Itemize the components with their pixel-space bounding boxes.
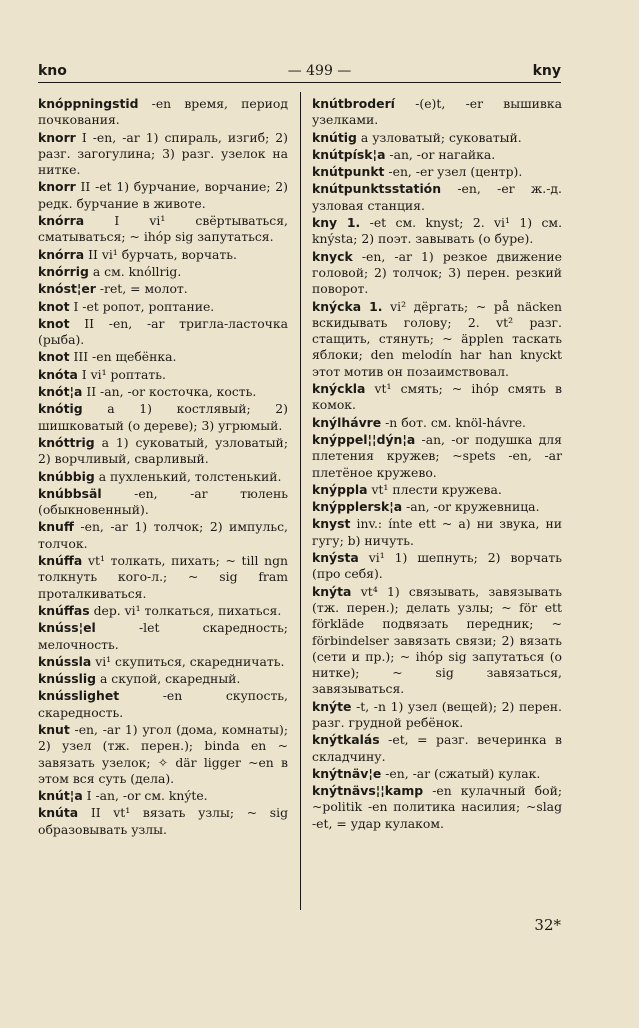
dictionary-entry (38, 213, 288, 246)
entry-definition: a 1) костлявый; 2) шишковатый (о дереве); 3) угрюмый. (38, 401, 288, 433)
entry-headword: knýsta (312, 550, 359, 566)
entry-definition: vt⁴ 1) связывать, завязывать (тж. перен.); делать узлы; ~ för ett förkläde подвязать передник; ~ förbindelser завязать связи; 2) вязать (сети и пр.); ~ ihóp sig запутаться (о нитке); ~ sig завязаться, завязываться. (312, 583, 562, 697)
entry-headword: knóttrig (38, 434, 95, 450)
left-column (38, 96, 288, 839)
dictionary-entry (38, 281, 288, 297)
header-rule (38, 82, 561, 83)
entry-definition: -(e)t, -er вышивка узелками. (312, 96, 562, 128)
dictionary-entry (38, 671, 288, 687)
entry-definition: a пухленький, толстенький. (94, 468, 282, 484)
entry-headword: knýcka 1. (312, 298, 383, 314)
entry-definition: I vi¹ роптать. (77, 366, 166, 382)
entry-headword: knóta (38, 366, 78, 382)
dictionary-entry (38, 264, 288, 280)
entry-definition: I -an, -or см. knýte. (82, 788, 208, 804)
entry-headword: knúffas (38, 602, 90, 618)
entry-headword: knýte (312, 698, 352, 714)
dictionary-entry (312, 516, 562, 549)
dictionary-entry (312, 732, 562, 765)
dictionary-entry (312, 415, 562, 431)
entry-headword: knórra (38, 246, 85, 262)
entry-definition: II -en, -ar тригла-ласточка (рыба). (38, 315, 288, 348)
entry-definition: -en, -ar 1) толчок; 2) импульс, толчок. (38, 519, 288, 551)
right-column (312, 96, 562, 833)
entry-headword: knútpunktsstatión (312, 181, 442, 197)
entry-definition: -an, -or кружевница. (402, 499, 540, 515)
dictionary-entry (312, 130, 562, 146)
dictionary-entry (38, 620, 288, 653)
entry-definition: -t, -n 1) узел (вещей); 2) перен. разг. грудной ребёнок. (312, 698, 562, 730)
entry-definition: vt¹ смять; ~ ihóp смять в комок. (312, 381, 562, 413)
page-number: — 499 — (287, 63, 352, 79)
dictionary-entry (312, 299, 562, 380)
entry-definition: vi¹ скупиться, скаредничать. (91, 653, 285, 669)
signature-mark: 32* (534, 916, 561, 934)
entry-headword: knýta (312, 583, 352, 599)
dictionary-entry (312, 381, 562, 414)
dictionary-entry (312, 147, 562, 163)
entry-headword: knóppningstid (38, 96, 139, 111)
dictionary-entry (312, 181, 562, 214)
entry-headword: knyck (312, 248, 353, 264)
entry-definition: II -an, -or косточка, кость. (82, 384, 257, 400)
entry-definition: inv.: ínte ett ~ a) ни звука, ни гугу; b) ничуть. (312, 516, 562, 548)
entry-definition: I vi¹ свёртываться, сматываться; ~ ihóp sig запутаться. (38, 213, 288, 245)
entry-definition: -an, -or нагайка. (385, 146, 496, 162)
entry-headword: knússlig (38, 671, 96, 687)
entry-headword: knýtkalás (312, 732, 380, 748)
entry-definition: dep. vi¹ толкаться, пихаться. (89, 602, 282, 618)
entry-headword: knýpplersk¦a (312, 499, 403, 515)
entry-definition: -ret, = молот. (95, 281, 188, 297)
entry-definition: -en, -ar тюлень (обыкновенный). (38, 485, 288, 518)
entry-headword: knúbbsäl (38, 485, 102, 501)
entry-headword: knútpunkt (312, 164, 385, 180)
dictionary-entry (312, 584, 562, 698)
entry-headword: knorr (38, 129, 76, 145)
dictionary-entry (38, 654, 288, 670)
dictionary-entry (38, 469, 288, 485)
entry-definition: -let скаредность; мелочность. (38, 620, 288, 652)
entry-definition: II vi¹ бурчать, ворчать. (84, 246, 237, 262)
entry-definition: -an, -or подушка для плетения кружев; ~spets -en, -ar плетёное кружево. (312, 431, 562, 480)
dictionary-entry (38, 130, 288, 179)
entry-headword: knýckla (312, 381, 366, 397)
dictionary-entry (38, 519, 288, 552)
entry-headword: knýppel¦¦dýn¦a (312, 431, 416, 447)
entry-headword: knússla (38, 653, 92, 669)
entry-definition: -et см. knyst; 2. vi¹ 1) см. knýsta; 2) поэт. завывать (о буре). (312, 215, 563, 247)
entry-definition: vi² дёргать; ~ på näcken вскидывать голову; 2. vt² разг. стащить, стянуть; ~ äpplen таскать яблоки; den melodín har han knyckt этот мотив он позаимствовал. (312, 298, 563, 379)
dictionary-entry (38, 722, 288, 787)
dictionary-entry (312, 249, 562, 298)
entry-definition: a скупой, скаредный. (96, 671, 241, 687)
dictionary-entry (312, 96, 562, 129)
entry-headword: knúffa (38, 553, 83, 569)
entry-headword: knuff (38, 519, 74, 535)
entry-headword: knut (38, 721, 70, 737)
entry-headword: knúta (38, 805, 79, 821)
dictionary-entry (312, 699, 562, 732)
dictionary-entry (312, 550, 562, 583)
dictionary-entry (38, 316, 288, 349)
entry-headword: knot (38, 298, 70, 314)
entry-definition: -et, = разг. вечеринка в складчину. (312, 732, 562, 764)
entry-headword: knorr (38, 179, 76, 195)
entry-definition: II vt¹ вязать узлы; ~ sig образовывать узлы. (38, 805, 288, 837)
entry-definition: a узловатый; суковатый. (356, 129, 522, 145)
entry-definition: -en время, период почкования. (38, 96, 288, 128)
entry-headword: knúbbig (38, 468, 95, 484)
dictionary-entry (38, 367, 288, 383)
entry-definition: -en кулачный бой; ~politik -en политика насилия; ~slag -et, = удар кулаком. (312, 783, 562, 831)
dictionary-entry (38, 96, 288, 129)
dictionary-entry (38, 401, 288, 434)
dictionary-entry (38, 688, 288, 721)
entry-headword: knúss¦el (38, 620, 96, 636)
entry-definition: I -et ропот, роптание. (69, 298, 215, 314)
entry-headword: knot (38, 349, 70, 365)
entry-headword: knýtnäv¦e (312, 765, 382, 781)
dictionary-entry (312, 432, 562, 481)
entry-definition: -en, -ar 1) угол (дома, комнаты); 2) узел (тж. перен.); binda en ~ завязать узелок; ✧ där ligger ~en в этом вся суть (дела). (38, 721, 288, 786)
entry-definition: -en, -ar 1) резкое движение головой; 2) толчок; 3) перен. резкий поворот. (312, 248, 562, 297)
entry-headword: knútpísk¦a (312, 146, 386, 162)
dictionary-entry (312, 499, 562, 515)
dictionary-entry (38, 384, 288, 400)
entry-definition: II -et 1) бурчание, ворчание; 2) редк. бурчание в животе. (38, 179, 288, 211)
entry-definition: I -en, -ar 1) спираль, изгиб; 2) разг. загогулина; 3) разг. узелок на нитке. (38, 129, 288, 178)
entry-headword: kny 1. (312, 215, 361, 231)
dictionary-entry (312, 766, 562, 782)
dictionary-entry (312, 215, 562, 248)
entry-definition: a см. knóllrig. (88, 263, 182, 279)
dictionary-entry (38, 788, 288, 804)
entry-definition: -n бот. см. knöl-hávre. (381, 414, 526, 430)
dictionary-entry (38, 435, 288, 468)
left-guide-word: kno (38, 63, 67, 79)
dictionary-entry (312, 783, 562, 832)
entry-definition: -en, -er узел (центр). (384, 164, 523, 180)
dictionary-entry (38, 247, 288, 263)
entry-headword: knýlhávre (312, 414, 382, 430)
entry-definition: -en скупость, скаредность. (38, 688, 288, 720)
entry-definition: -en, -er ж.-д. узловая станция. (312, 181, 562, 213)
entry-headword: knússlighet (38, 688, 120, 704)
entry-definition: vt¹ толкать, пихать; ~ till ngn толкнуть кого-л.; ~ sig fram проталкиваться. (38, 553, 288, 601)
dictionary-entry (38, 299, 288, 315)
dictionary-entry (38, 349, 288, 365)
entry-definition: vi¹ 1) шепнуть; 2) ворчать (про себя). (312, 550, 562, 582)
entry-headword: knóst¦er (38, 281, 96, 297)
entry-headword: knót¦a (38, 384, 83, 400)
right-guide-word: kny (532, 63, 561, 79)
entry-headword: knútbroderí (312, 96, 395, 111)
column-divider (300, 92, 301, 910)
dictionary-entry (38, 179, 288, 212)
dictionary-entry (38, 805, 288, 838)
dictionary-entry (38, 553, 288, 602)
entry-headword: knótig (38, 401, 83, 417)
entry-headword: knýppla (312, 481, 368, 497)
entry-headword: knot (38, 315, 70, 331)
entry-definition: III -en щебёнка. (69, 349, 177, 365)
entry-headword: knút¦a (38, 788, 83, 804)
entry-headword: knórra (38, 213, 85, 229)
entry-definition: -en, -ar (сжатый) кулак. (381, 765, 541, 781)
dictionary-entry (312, 164, 562, 180)
dictionary-entry (38, 486, 288, 519)
entry-headword: knórrig (38, 263, 89, 279)
entry-headword: knútig (312, 129, 357, 145)
entry-definition: a 1) суковатый, узловатый; 2) ворчливый, сварливый. (38, 434, 288, 467)
entry-headword: knýtnävs¦¦kamp (312, 783, 424, 799)
entry-headword: knyst (312, 516, 351, 532)
entry-definition: vt¹ плести кружева. (367, 481, 502, 497)
dictionary-entry (312, 482, 562, 498)
dictionary-entry (38, 603, 288, 619)
